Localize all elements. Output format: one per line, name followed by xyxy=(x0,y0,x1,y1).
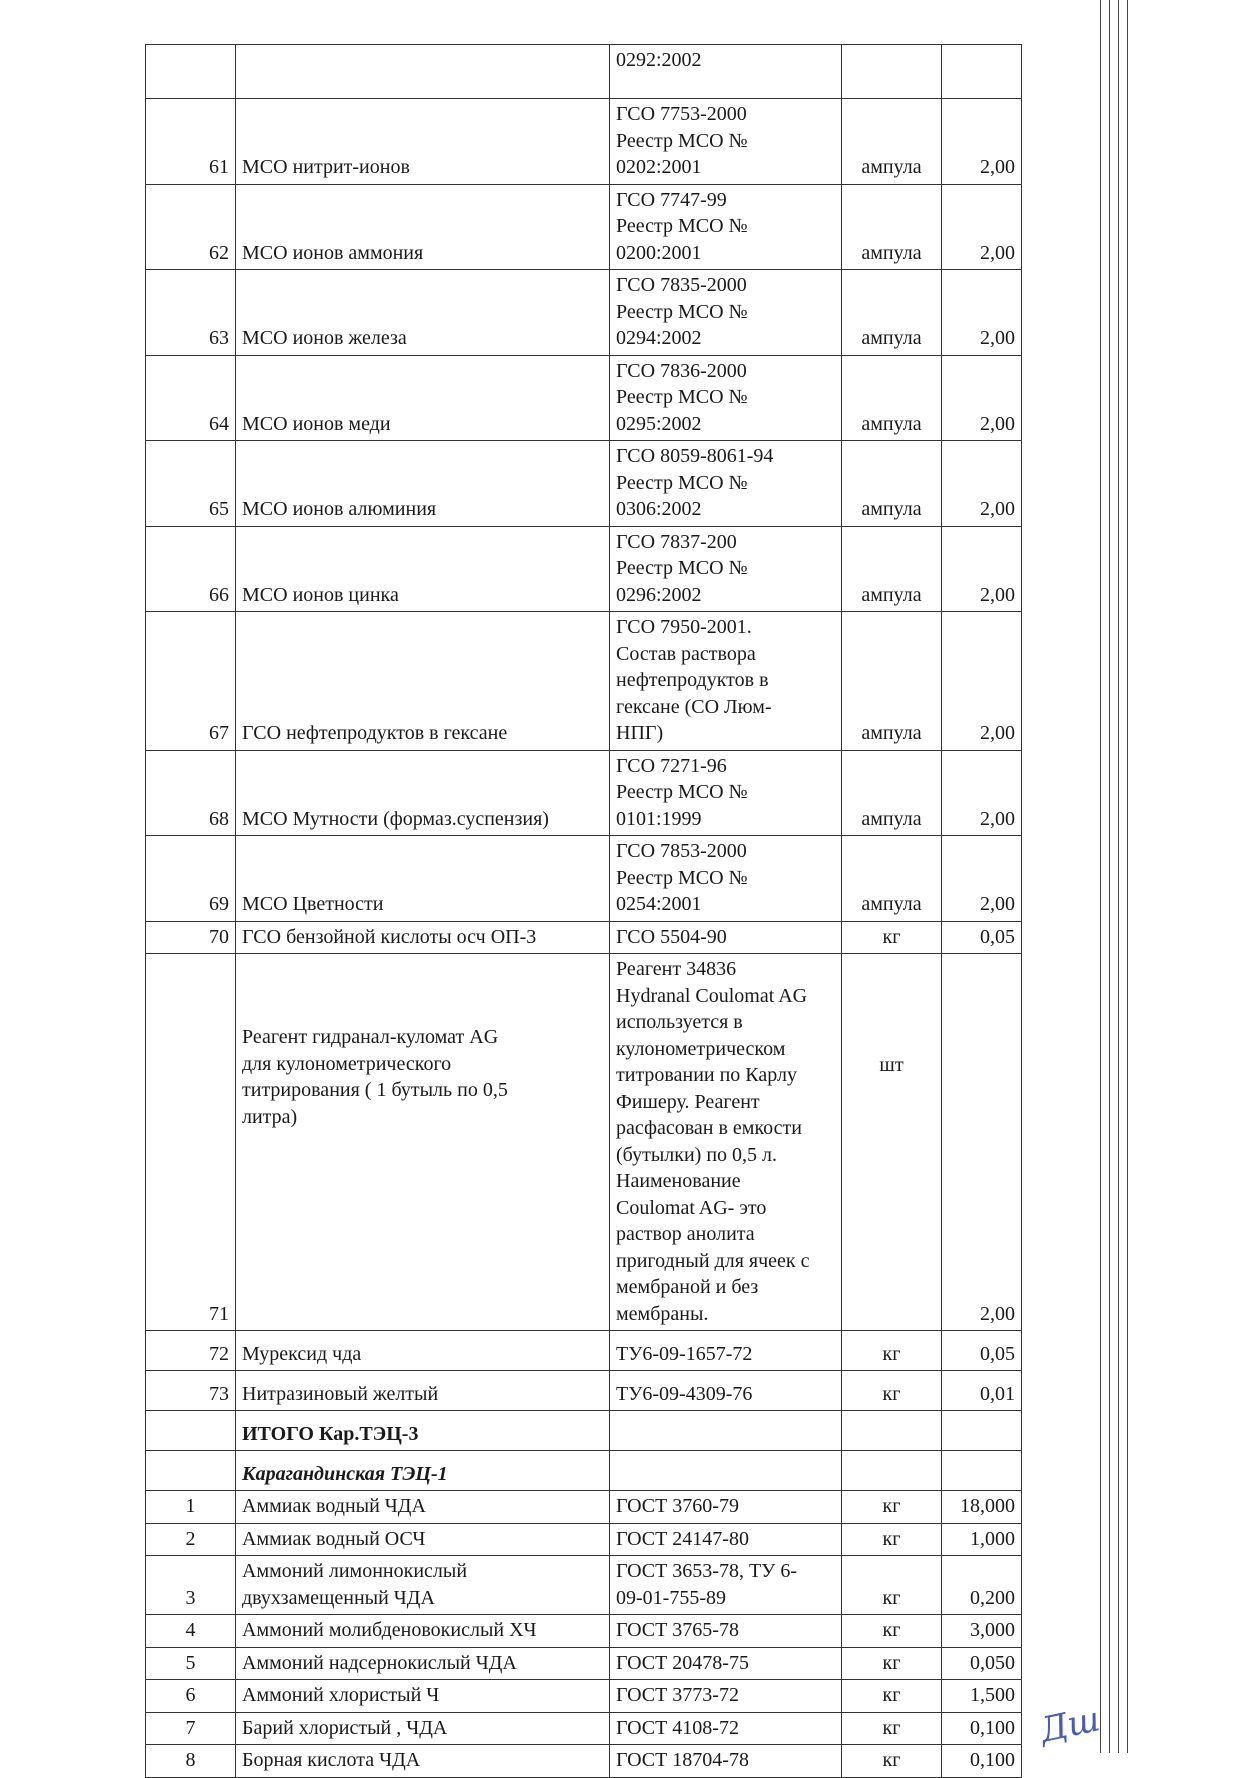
quantity-cell: 0,01 xyxy=(942,1371,1022,1411)
table-row xyxy=(146,1680,1022,1713)
table-row xyxy=(146,1712,1022,1745)
unit-cell: ампула xyxy=(842,355,942,441)
table-row xyxy=(146,270,1022,356)
unit-cell: кг xyxy=(842,1615,942,1648)
table-row xyxy=(146,612,1022,751)
name-cell: Аммоний надсернокислый ЧДА xyxy=(236,1647,610,1680)
standard-cell: ГОСТ 18704-78 xyxy=(610,1745,842,1778)
total-row xyxy=(146,1411,1022,1451)
quantity-cell: 0,100 xyxy=(942,1712,1022,1745)
row-number-cell: 5 xyxy=(146,1647,236,1680)
quantity-cell: 1,000 xyxy=(942,1523,1022,1556)
standard-cell: ГОСТ 3653-78, ТУ 6- 09-01-755-89 xyxy=(610,1556,842,1615)
unit-cell: кг xyxy=(842,1556,942,1615)
unit-cell: шт xyxy=(842,954,942,1331)
margin-line xyxy=(1127,0,1128,1753)
quantity-cell: 1,500 xyxy=(942,1680,1022,1713)
quantity-cell: 0,200 xyxy=(942,1556,1022,1615)
name-cell: Аммоний хлористый Ч xyxy=(236,1680,610,1713)
table-row xyxy=(146,1647,1022,1680)
signature-mark: Дш xyxy=(1036,1699,1104,1751)
table-row xyxy=(146,99,1022,185)
table-row xyxy=(146,441,1022,527)
name-cell: Аммиак водный ОСЧ xyxy=(236,1523,610,1556)
table-row xyxy=(146,954,1022,1331)
unit-cell: ампула xyxy=(842,441,942,527)
standard-cell: Реагент 34836 Hydranal Coulomat AG используется в кулонометрическом титровании по Карлу Фишеру. Реагент расфасован в емкости (бутылки) по 0,5 л. Наименование Coulomat AG- это раствор анолита пригодный для ячеек с мембраной и без мембраны. xyxy=(610,954,842,1331)
quantity-cell: 2,00 xyxy=(942,99,1022,185)
quantity-cell: 0,05 xyxy=(942,921,1022,954)
name-cell: ГСО нефтепродуктов в гексане xyxy=(236,612,610,751)
row-number-cell: 1 xyxy=(146,1491,236,1524)
margin-line xyxy=(1100,0,1101,1753)
quantity-cell: 0,100 xyxy=(942,1745,1022,1778)
unit-cell: кг xyxy=(842,1371,942,1411)
standard-cell: ГСО 7271-96 Реестр МСО № 0101:1999 xyxy=(610,750,842,836)
margin-line xyxy=(1109,0,1110,1753)
row-number-cell: 4 xyxy=(146,1615,236,1648)
standard-cell: ГСО 7836-2000 Реестр МСО № 0295:2002 xyxy=(610,355,842,441)
quantity-cell: 3,000 xyxy=(942,1615,1022,1648)
table-row xyxy=(146,1556,1022,1615)
standard-cell: ГОСТ 4108-72 xyxy=(610,1712,842,1745)
unit-cell: кг xyxy=(842,1712,942,1745)
quantity-cell: 0,050 xyxy=(942,1647,1022,1680)
row-number-cell: 73 xyxy=(146,1371,236,1411)
unit-cell: ампула xyxy=(842,750,942,836)
table-row xyxy=(146,184,1022,270)
unit-cell: кг xyxy=(842,1523,942,1556)
name-cell: Мурексид чда xyxy=(236,1331,610,1371)
standard-cell: 0292:2002 xyxy=(610,45,842,99)
unit-cell: ампула xyxy=(842,612,942,751)
row-number-cell: 8 xyxy=(146,1745,236,1778)
table-row xyxy=(146,1523,1022,1556)
row-number-cell: 2 xyxy=(146,1523,236,1556)
unit-cell: кг xyxy=(842,1331,942,1371)
name-cell: Аммиак водный ЧДА xyxy=(236,1491,610,1524)
standard-cell: ГСО 7837-200 Реестр МСО № 0296:2002 xyxy=(610,526,842,612)
row-number-cell: 66 xyxy=(146,526,236,612)
section-heading-row xyxy=(146,1451,1022,1491)
unit-cell: ампула xyxy=(842,99,942,185)
standard-cell: ТУ6-09-1657-72 xyxy=(610,1331,842,1371)
table-row xyxy=(146,526,1022,612)
row-number-cell: 70 xyxy=(146,921,236,954)
standard-cell: ГОСТ 3773-72 xyxy=(610,1680,842,1713)
name-cell: МСО ионов аммония xyxy=(236,184,610,270)
table-row xyxy=(146,355,1022,441)
standard-cell: ГСО 7747-99 Реестр МСО № 0200:2001 xyxy=(610,184,842,270)
quantity-cell: 18,000 xyxy=(942,1491,1022,1524)
row-number-cell: 63 xyxy=(146,270,236,356)
row-number-cell: 6 xyxy=(146,1680,236,1713)
unit-cell: ампула xyxy=(842,836,942,922)
quantity-cell: 2,00 xyxy=(942,954,1022,1331)
row-number-cell: 72 xyxy=(146,1331,236,1371)
name-cell: Нитразиновый желтый xyxy=(236,1371,610,1411)
standard-cell: ГОСТ 3760-79 xyxy=(610,1491,842,1524)
table-row xyxy=(146,836,1022,922)
standard-cell: ГСО 7835-2000 Реестр МСО № 0294:2002 xyxy=(610,270,842,356)
standard-cell: ТУ6-09-4309-76 xyxy=(610,1371,842,1411)
name-cell: МСО ионов алюминия xyxy=(236,441,610,527)
unit-cell: кг xyxy=(842,1745,942,1778)
table-row xyxy=(146,750,1022,836)
name-cell: МСО ионов железа xyxy=(236,270,610,356)
total-label: ИТОГО Кар.ТЭЦ-3 xyxy=(236,1411,610,1451)
quantity-cell: 2,00 xyxy=(942,526,1022,612)
standard-cell: ГСО 5504-90 xyxy=(610,921,842,954)
row-number-cell: 71 xyxy=(146,954,236,1331)
section-heading: Карагандинская ТЭЦ-1 xyxy=(236,1451,610,1491)
unit-cell: кг xyxy=(842,921,942,954)
standard-cell: ГОСТ 20478-75 xyxy=(610,1647,842,1680)
unit-cell: ампула xyxy=(842,270,942,356)
table-row xyxy=(146,45,1022,99)
table-row xyxy=(146,1331,1022,1371)
name-cell: Аммоний лимоннокислый двухзамещенный ЧДА xyxy=(236,1556,610,1615)
row-number-cell: 64 xyxy=(146,355,236,441)
name-cell: Реагент гидранал-куломат AG для кулонометрического титрирования ( 1 бутыль по 0,5 литра) xyxy=(236,954,610,1331)
row-number-cell: 62 xyxy=(146,184,236,270)
unit-cell: кг xyxy=(842,1680,942,1713)
name-cell: МСО Цветности xyxy=(236,836,610,922)
row-number-cell: 67 xyxy=(146,612,236,751)
row-number-cell: 68 xyxy=(146,750,236,836)
quantity-cell: 2,00 xyxy=(942,750,1022,836)
row-number-cell: 61 xyxy=(146,99,236,185)
standard-cell: ГСО 7853-2000 Реестр МСО № 0254:2001 xyxy=(610,836,842,922)
unit-cell: кг xyxy=(842,1647,942,1680)
margin-line xyxy=(1118,0,1119,1753)
unit-cell: кг xyxy=(842,1491,942,1524)
unit-cell: ампула xyxy=(842,526,942,612)
name-cell: Барий хлористый , ЧДА xyxy=(236,1712,610,1745)
name-cell: Борная кислота ЧДА xyxy=(236,1745,610,1778)
row-number-cell: 69 xyxy=(146,836,236,922)
quantity-cell: 2,00 xyxy=(942,441,1022,527)
table-row xyxy=(146,1371,1022,1411)
quantity-cell: 2,00 xyxy=(942,355,1022,441)
name-cell: Аммоний молибденовокислый ХЧ xyxy=(236,1615,610,1648)
row-number-cell: 65 xyxy=(146,441,236,527)
name-cell: МСО нитрит-ионов xyxy=(236,99,610,185)
standard-cell: ГСО 7753-2000 Реестр МСО № 0202:2001 xyxy=(610,99,842,185)
name-cell: МСО ионов меди xyxy=(236,355,610,441)
quantity-cell: 2,00 xyxy=(942,612,1022,751)
name-cell: МСО ионов цинка xyxy=(236,526,610,612)
quantity-cell: 2,00 xyxy=(942,184,1022,270)
standard-cell: ГОСТ 3765-78 xyxy=(610,1615,842,1648)
row-number-cell: 3 xyxy=(146,1556,236,1615)
name-cell: ГСО бензойной кислоты осч ОП-3 xyxy=(236,921,610,954)
standard-cell: ГСО 8059-8061-94 Реестр МСО № 0306:2002 xyxy=(610,441,842,527)
table-row xyxy=(146,1745,1022,1778)
row-number-cell: 7 xyxy=(146,1712,236,1745)
table-row xyxy=(146,1491,1022,1524)
quantity-cell: 2,00 xyxy=(942,270,1022,356)
table-row xyxy=(146,921,1022,954)
quantity-cell: 0,05 xyxy=(942,1331,1022,1371)
standard-cell: ГСО 7950-2001. Состав раствора нефтепродуктов в гексане (СО Люм- НПГ) xyxy=(610,612,842,751)
name-cell: МСО Мутности (формаз.суспензия) xyxy=(236,750,610,836)
quantity-cell: 2,00 xyxy=(942,836,1022,922)
standard-cell: ГОСТ 24147-80 xyxy=(610,1523,842,1556)
table-row xyxy=(146,1615,1022,1648)
unit-cell: ампула xyxy=(842,184,942,270)
reagents-table xyxy=(145,44,1022,1778)
